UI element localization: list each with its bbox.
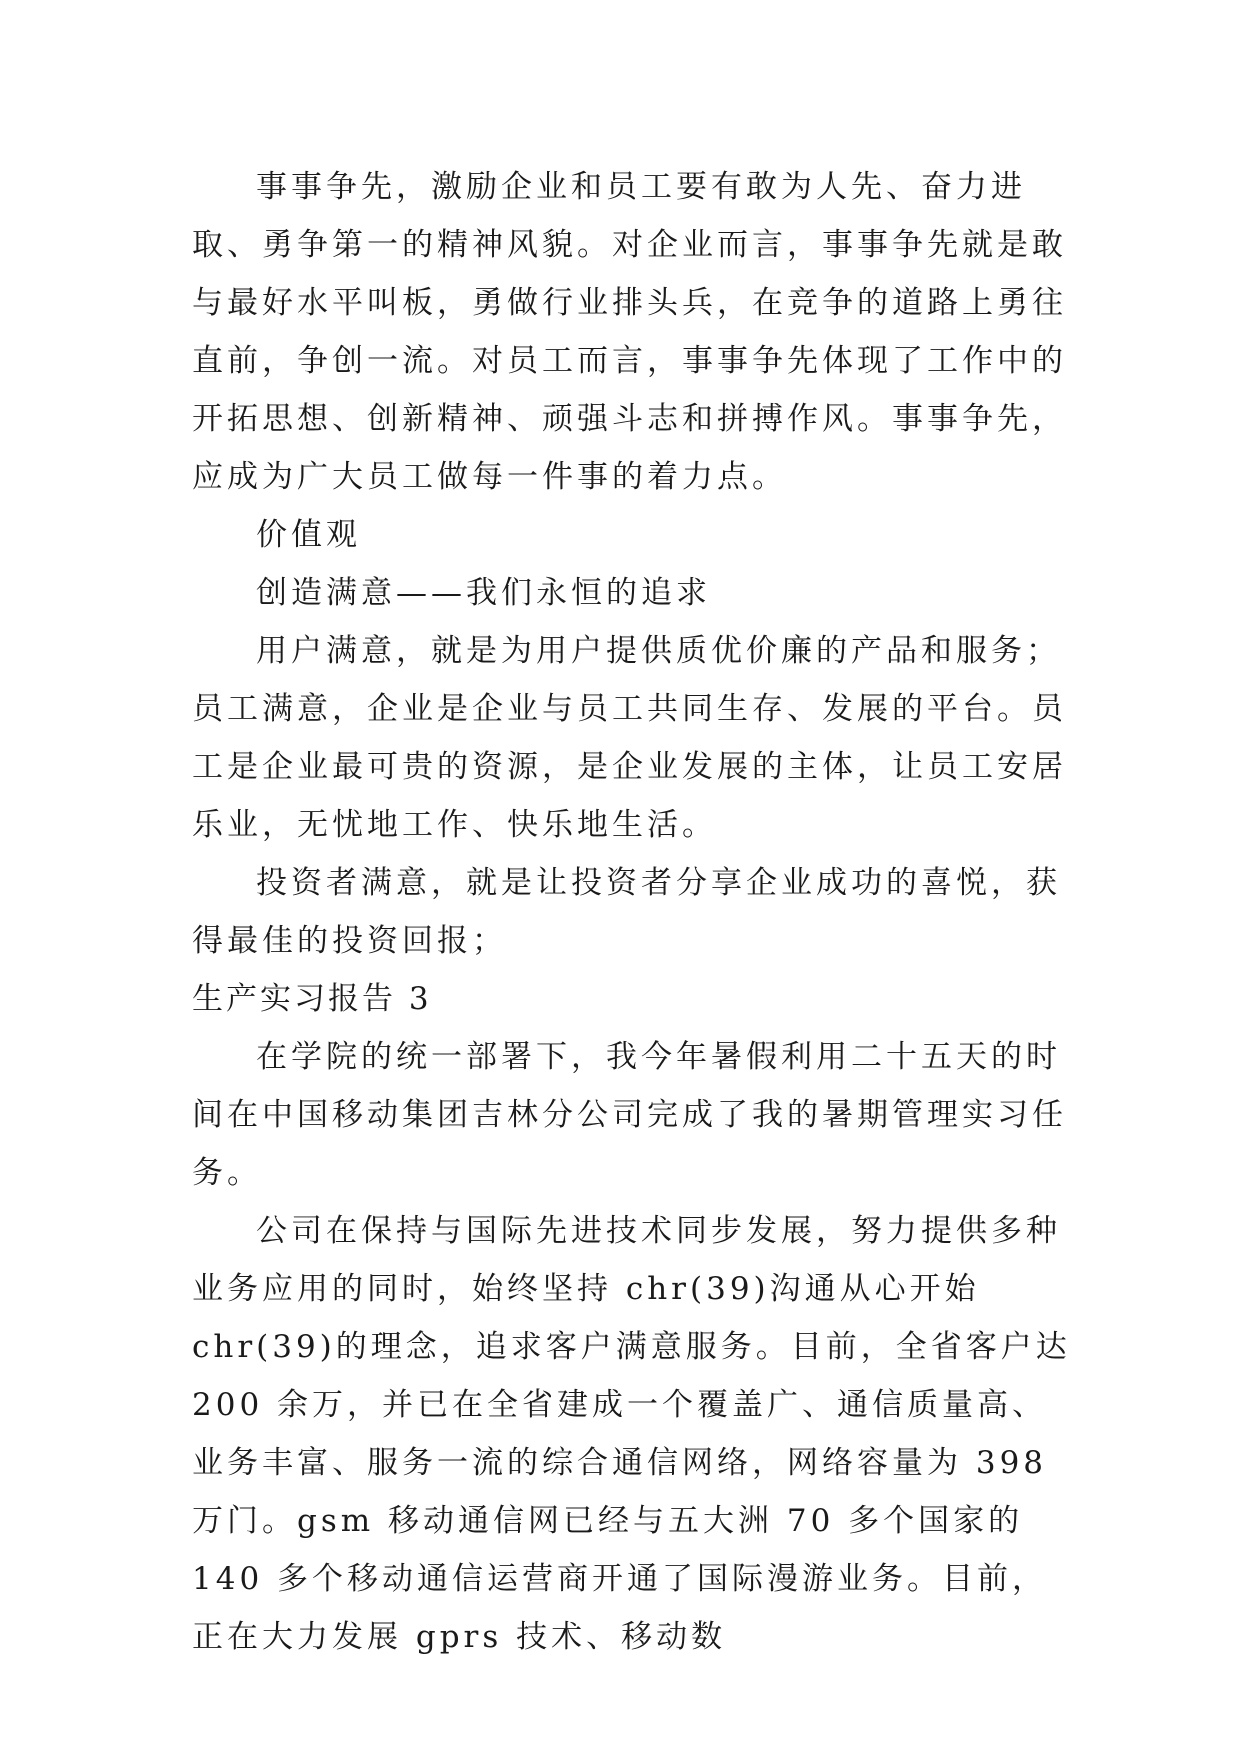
document-body xyxy=(192,158,1072,1666)
values-heading: 价值观 xyxy=(256,517,361,553)
paragraph-strive-first: 事事争先，激励企业和员工要有敢为人先、奋力进取、勇争第一的精神风貌。对企业而言，事事争先就是敢与最好水平叫板，勇做行业排头兵，在竞争的道路上勇往直前，争创一流。对员工而言，事事争先体现了工作中的开拓思想、创新精神、顽强斗志和拼搏作风。事事争先，应成为广大员工做每一件事的着力点。 xyxy=(192,169,1067,495)
paragraph-user-satisfaction: 用户满意，就是为用户提供质优价廉的产品和服务；员工满意，企业是企业与员工共同生存、发展的平台。员工是企业最可贵的资源，是企业发展的主体，让员工安居乐业，无忧地工作、快乐地生活。 xyxy=(192,633,1067,843)
paragraph-company-overview: 公司在保持与国际先进技术同步发展，努力提供多种业务应用的同时，始终坚持 chr(39)沟通从心开始 chr(39)的理念，追求客户满意服务。目前，全省客户达 200 余万，并已在全省建成一个覆盖广、通信质量高、业务丰富、服务一流的综合通信网络，网络容量为 398 万门。gsm 移动通信网已经与五大洲 70 多个国家的 140 多个移动通信运营商开通了国际漫游业务。目前，正在大力发展 gprs 技术、移动数 xyxy=(192,1213,1071,1655)
section-title-report-3: 生产实习报告 3 xyxy=(192,981,432,1017)
paragraph-internship-intro: 在学院的统一部署下，我今年暑假利用二十五天的时间在中国移动集团吉林分公司完成了我的暑期管理实习任务。 xyxy=(192,1039,1067,1191)
paragraph-investor-satisfaction: 投资者满意，就是让投资者分享企业成功的喜悦，获得最佳的投资回报； xyxy=(192,865,1061,959)
values-motto: 创造满意——我们永恒的追求 xyxy=(256,575,711,611)
